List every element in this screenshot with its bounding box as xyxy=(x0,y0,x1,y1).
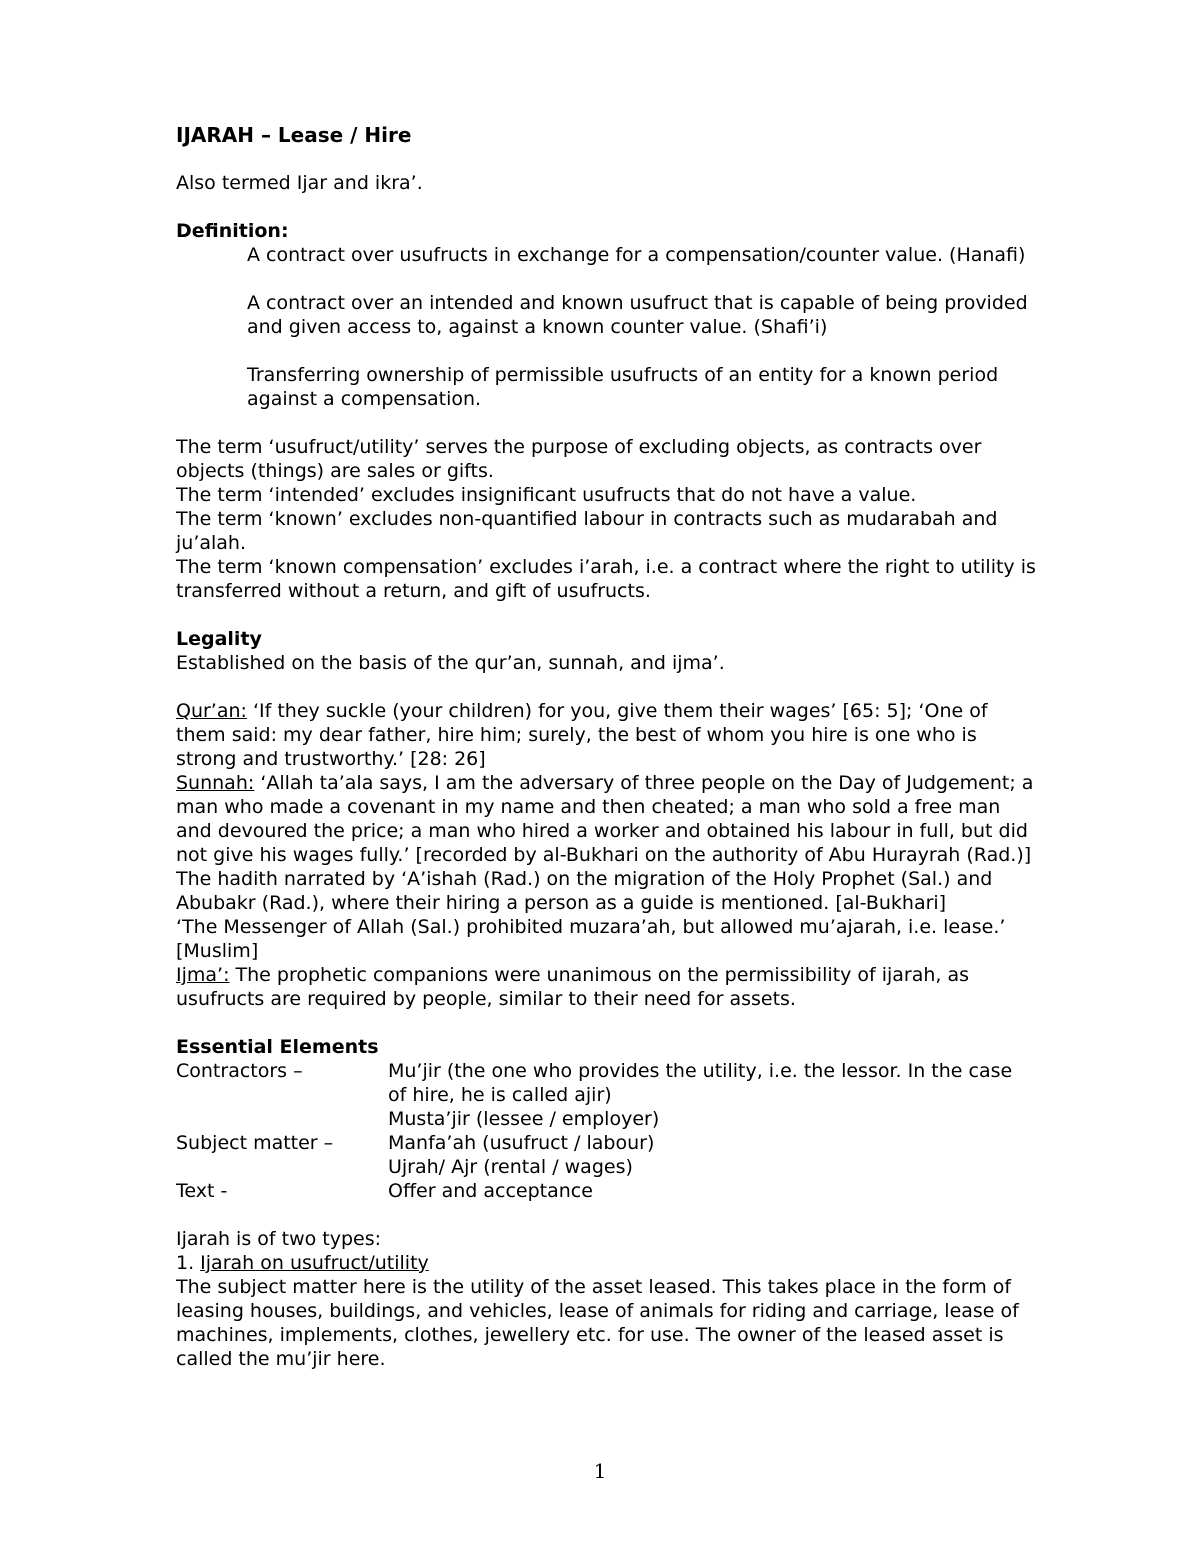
document-body xyxy=(176,123,1036,1371)
element-key xyxy=(176,1155,388,1179)
definition-item: A contract over usufructs in exchange for a compensation/counter value. (Hanafi) xyxy=(247,244,1026,266)
term-explanation: The term ‘known compensation’ excludes i’arah, i.e. a contract where the right to utility is transferred without a return, and gift of usufructs. xyxy=(176,556,1036,602)
ijma-text: The prophetic companions were unanimous on the permissibility of ijarah, as usufructs are required by people, similar to their need for assets. xyxy=(176,964,970,1010)
term-explanation: The term ‘intended’ excludes insignificant usufructs that do not have a value. xyxy=(176,484,917,506)
term-explanation: The term ‘usufruct/utility’ serves the purpose of excluding objects, as contracts over objects (things) are sales or gifts. xyxy=(176,436,982,482)
element-row xyxy=(176,1131,1036,1155)
definition-item: A contract over an intended and known usufruct that is capable of being provided and given access to, against a known counter value. (Shafi’i) xyxy=(247,292,1028,338)
element-row xyxy=(176,1179,1036,1203)
type-1-label: Ijarah on usufruct/utility xyxy=(200,1252,429,1274)
document-title: IJARAH – Lease / Hire xyxy=(176,123,412,147)
also-termed: Also termed Ijar and ikra’. xyxy=(176,172,423,194)
type-1-description: The subject matter here is the utility of the asset leased. This takes place in the form of leasing houses, buildings, and vehicles, lease of animals for riding and carriage, lease of machines, implements, clothes, jewellery etc. for use. The owner of the leased asset is called the mu’jir here. xyxy=(176,1276,1019,1370)
quran-label: Qur’an: xyxy=(176,700,247,722)
element-value: Ujrah/ Ajr (rental / wages) xyxy=(388,1156,633,1178)
essential-elements-heading: Essential Elements xyxy=(176,1036,379,1058)
term-explanation: The term ‘known’ excludes non-quantified labour in contracts such as mudarabah and ju’alah. xyxy=(176,508,998,554)
types-intro: Ijarah is of two types: xyxy=(176,1228,382,1250)
quran-text: ‘If they suckle (your children) for you, give them their wages’ [65: 5]; ‘One of them said: my dear father, hire him; surely, the best of whom you hire is one who is strong and trustworthy.’ [28: 26] xyxy=(176,700,988,770)
ijma-label: Ijma’: xyxy=(176,964,230,986)
element-key: Text - xyxy=(176,1180,228,1202)
definition-heading: Definition: xyxy=(176,220,289,242)
element-value: Mu’jir (the one who provides the utility, i.e. the lessor. In the case of hire, he is called ajir) xyxy=(388,1060,1013,1106)
element-key xyxy=(176,1107,388,1131)
legality-intro: Established on the basis of the qur’an, sunnah, and ijma’. xyxy=(176,652,725,674)
quran-evidence xyxy=(176,699,1036,771)
element-value: Offer and acceptance xyxy=(388,1180,593,1202)
element-row xyxy=(176,1059,1036,1107)
type-1-number: 1. xyxy=(176,1252,201,1274)
legality-heading: Legality xyxy=(176,628,262,650)
element-row xyxy=(176,1155,1036,1179)
hadith-evidence: ‘The Messenger of Allah (Sal.) prohibited muzara’ah, but allowed mu’ajarah, i.e. lease.’ [Muslim] xyxy=(176,916,1006,962)
ijma-evidence xyxy=(176,963,1036,1011)
type-1-heading xyxy=(176,1251,1036,1275)
hadith-evidence: The hadith narrated by ‘A’ishah (Rad.) on the migration of the Holy Prophet (Sal.) and Abubakr (Rad.), where their hiring a person as a guide is mentioned. [al-Bukhari] xyxy=(176,868,993,914)
page-number: 1 xyxy=(593,1459,607,1483)
sunnah-evidence xyxy=(176,771,1036,867)
sunnah-label: Sunnah: xyxy=(176,772,255,794)
element-row xyxy=(176,1107,1036,1131)
definition-item: Transferring ownership of permissible usufructs of an entity for a known period against a compensation. xyxy=(247,364,999,410)
element-value: Musta’jir (lessee / employer) xyxy=(388,1108,660,1130)
element-value: Manfa’ah (usufruct / labour) xyxy=(388,1132,655,1154)
element-key: Subject matter – xyxy=(176,1132,334,1154)
element-key: Contractors – xyxy=(176,1060,303,1082)
sunnah-text: ‘Allah ta’ala says, I am the adversary of three people on the Day of Judgement; a man who made a covenant in my name and then cheated; a man who sold a free man and devoured the price; a man who hired a worker and obtained his labour in full, but did not give his wages fully.’ [recorded by al-Bukhari on the authority of Abu Hurayrah (Rad.)] xyxy=(176,772,1034,866)
